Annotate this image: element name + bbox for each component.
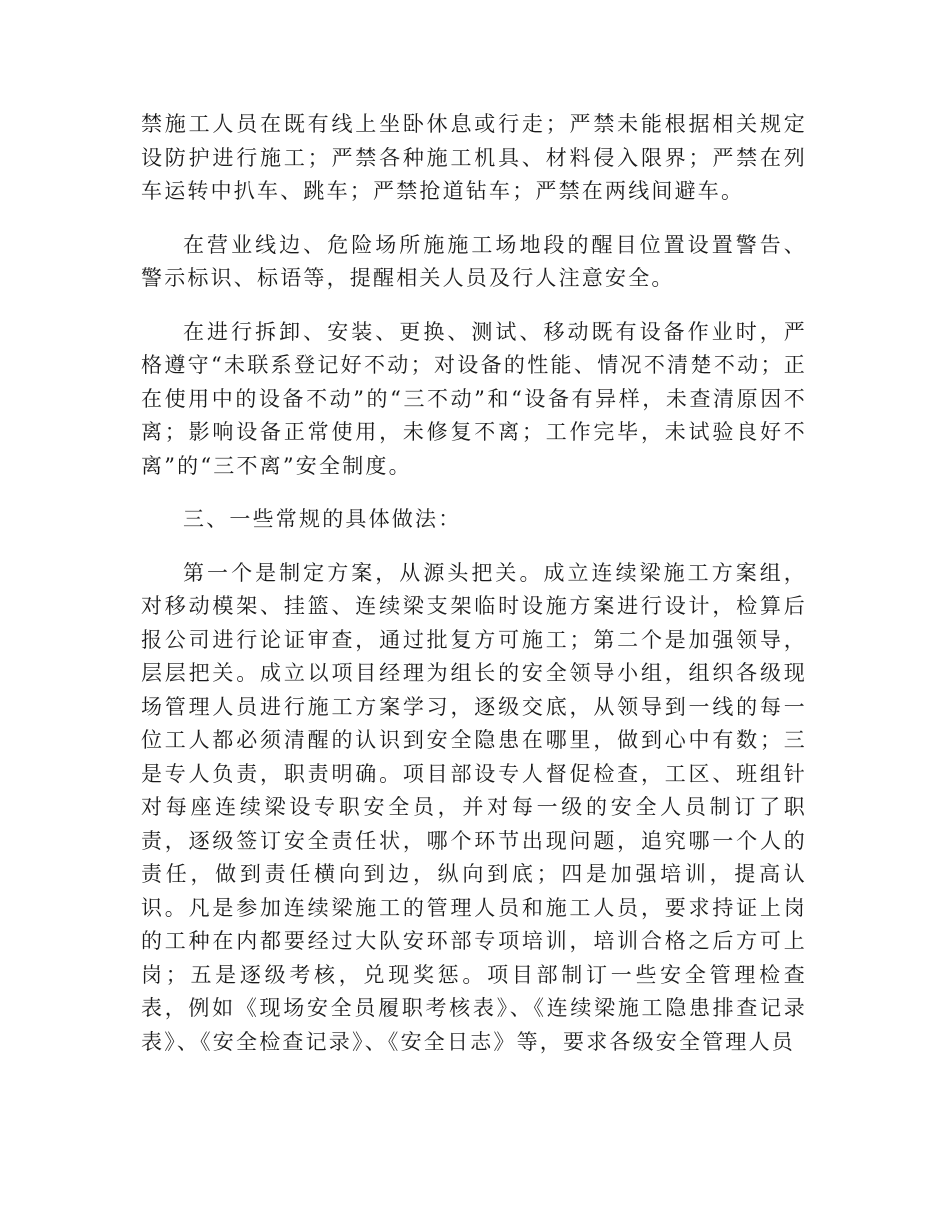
paragraph-warning-signs: 在营业线边、危险场所施施工场地段的醒目位置设置警告、警示标识、标语等，提醒相关人员及行人注意安全。: [141, 232, 807, 290]
paragraph-equipment-rules: 在进行拆卸、安装、更换、测试、移动既有设备作业时，严格遵守“未联系登记好不动；对设备的性能、情况不清楚不动；正在使用中的设备不动”的“三不动”和“设备有异样，未查清原因不离；影响设备正常使用，未修复不离；工作完毕，未试验良好不离”的“三不离”安全制度。: [141, 319, 807, 478]
paragraph-specific-practices: 第一个是制定方案，从源头把关。成立连续梁施工方案组，对移动模架、挂篮、连续梁支架临时设施方案进行设计，检算后报公司进行论证审查，通过批复方可施工；第二个是加强领导，层层把关。成立以项目经理为组长的安全领导小组，组织各级现场管理人员进行施工方案学习，逐级交底，从领导到一线的每一位工人都必须清醒的认识到安全隐患在哪里，做到心中有数；三是专人负责，职责明确。项目部设专人督促检查，工区、班组针对每座连续梁设专职安全员，并对每一级的安全人员制订了职责，逐级签订安全责任状，哪个环节出现问题，追究哪一个人的责任，做到责任横向到边，纵向到底；四是加强培训，提高认识。凡是参加连续梁施工的管理人员和施工人员，要求持证上岗的工种在内都要经过大队安环部专项培训，培训合格之后方可上岗；五是逐级考核，兑现奖惩。项目部制订一些安全管理检查表，例如《现场安全员履职考核表》、《连续梁施工隐患排查记录表》、《安全检查记录》、《安全日志》等，要求各级安全管理人员: [141, 560, 807, 1054]
section-heading-practices: 三、一些常规的具体做法：: [183, 507, 462, 531]
document-body: [141, 108, 807, 1079]
paragraph-safety-prohibitions: 禁施工人员在既有线上坐卧休息或行走；严禁未能根据相关规定设防护进行施工；严禁各种施工机具、材料侵入限界；严禁在列车运转中扒车、跳车；严禁抢道钻车；严禁在两线间避车。: [141, 112, 807, 203]
